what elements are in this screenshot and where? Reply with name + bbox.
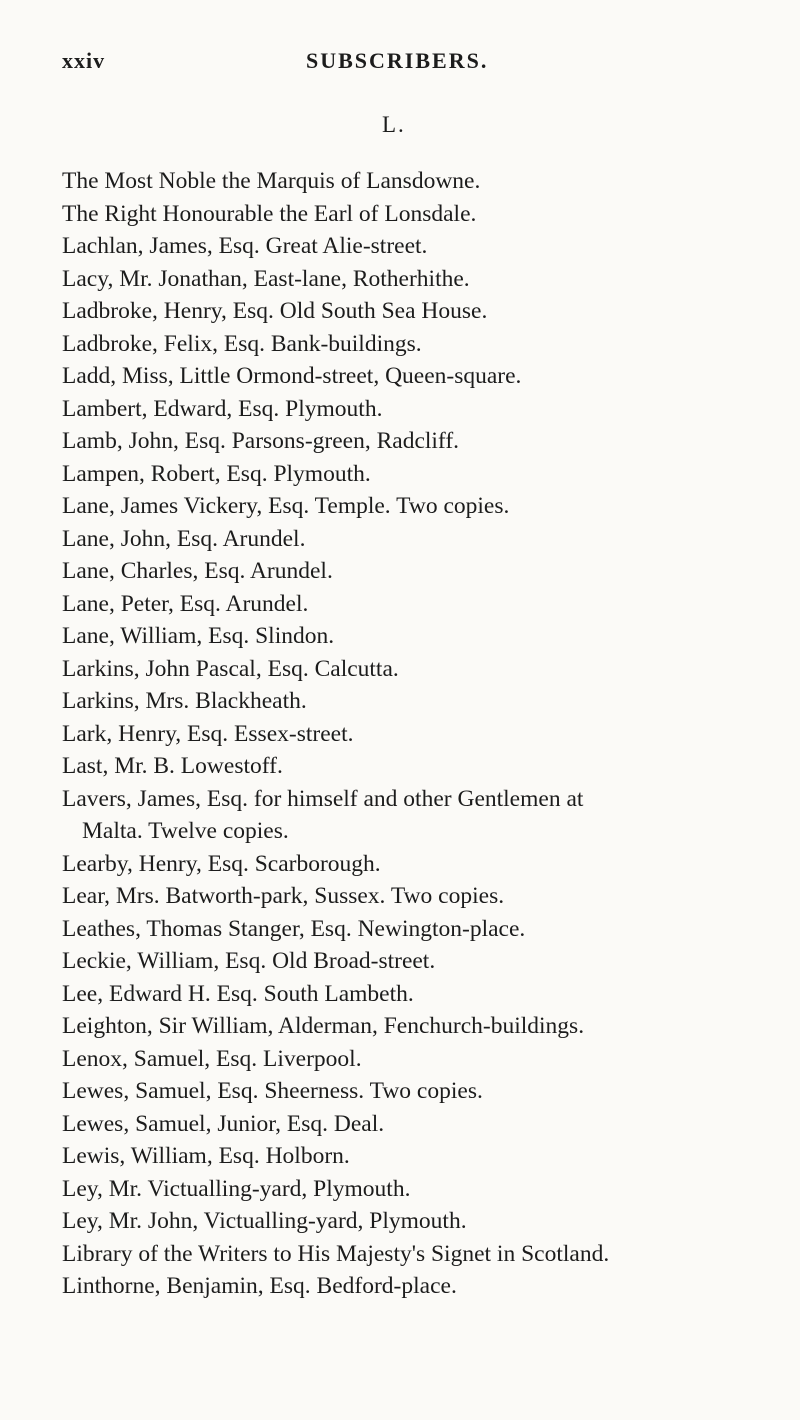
page-number: xxiv [62, 48, 106, 73]
subscriber-entry: Lane, Charles, Esq. Arundel. [62, 558, 333, 584]
subscriber-entry: The Most Noble the Marquis of Lansdowne. [62, 168, 481, 194]
subscriber-entry: Lane, Peter, Esq. Arundel. [62, 590, 309, 617]
entry-line-2: Malta. Twelve copies. [82, 818, 289, 844]
running-head [62, 48, 740, 78]
subscriber-entry: Lewes, Samuel, Esq. Sheerness. Two copies. [62, 1078, 483, 1104]
subscriber-entry: Ley, Mr. John, Victualling-yard, Plymouth. [62, 1208, 467, 1234]
subscriber-entry: Lane, John, Esq. Arundel. [62, 525, 306, 552]
subscriber-entry: Lark, Henry, Esq. Essex-street. [62, 720, 354, 747]
subscriber-entry: Leckie, William, Esq. Old Broad-street. [62, 948, 436, 974]
subscriber-entry: Ladd, Miss, Little Ormond-street, Queen-square. [62, 363, 522, 389]
subscriber-entry: Lane, William, Esq. Slindon. [62, 623, 335, 649]
subscriber-entry: Leighton, Sir William, Alderman, Fenchurch-buildings. [62, 1013, 585, 1039]
subscriber-entry: Lachlan, James, Esq. Great Alie-street. [62, 233, 428, 259]
entry-line-1: Lavers, James, Esq. for himself and other Gentlemen at [62, 785, 584, 812]
subscriber-entry: Ley, Mr. Victualling-yard, Plymouth. [62, 1175, 411, 1202]
subscriber-entry: Ladbroke, Henry, Esq. Old South Sea House. [62, 298, 488, 324]
subscriber-entry: Larkins, John Pascal, Esq. Calcutta. [62, 655, 399, 682]
subscriber-entry: Lane, James Vickery, Esq. Temple. Two copies. [62, 493, 510, 519]
subscriber-entry: Learby, Henry, Esq. Scarborough. [62, 850, 381, 877]
section-heading: L. [382, 112, 406, 137]
subscriber-entry: Lampen, Robert, Esq. Plymouth. [62, 460, 371, 487]
subscriber-entry: Library of the Writers to His Majesty's Signet in Scotland. [62, 1240, 610, 1267]
subscriber-entry: The Right Honourable the Earl of Lonsdale. [62, 200, 477, 227]
subscriber-entry-multiline [62, 783, 762, 848]
subscriber-entry: Leathes, Thomas Stanger, Esq. Newington-place. [62, 915, 526, 942]
header-title: SUBSCRIBERS. [306, 48, 489, 73]
subscriber-entry: Linthorne, Benjamin, Esq. Bedford-place. [62, 1273, 457, 1299]
subscriber-entry: Lee, Edward H. Esq. South Lambeth. [62, 980, 414, 1007]
subscriber-entry: Lewes, Samuel, Junior, Esq. Deal. [62, 1110, 385, 1137]
subscriber-entry: Lacy, Mr. Jonathan, East-lane, Rotherhithe. [62, 265, 470, 292]
subscriber-entry: Lambert, Edward, Esq. Plymouth. [62, 395, 383, 422]
subscriber-entry: Last, Mr. B. Lowestoff. [62, 753, 283, 779]
subscriber-entry: Ladbroke, Felix, Esq. Bank-buildings. [62, 330, 422, 357]
subscriber-entry: Larkins, Mrs. Blackheath. [62, 688, 307, 714]
subscriber-entry: Lewis, William, Esq. Holborn. [62, 1143, 350, 1169]
subscriber-entry: Lamb, John, Esq. Parsons-green, Radcliff. [62, 428, 460, 454]
subscriber-entry: Lear, Mrs. Batworth-park, Sussex. Two copies. [62, 883, 505, 909]
subscriber-entry: Lenox, Samuel, Esq. Liverpool. [62, 1045, 362, 1072]
subscriber-list [62, 165, 762, 1303]
